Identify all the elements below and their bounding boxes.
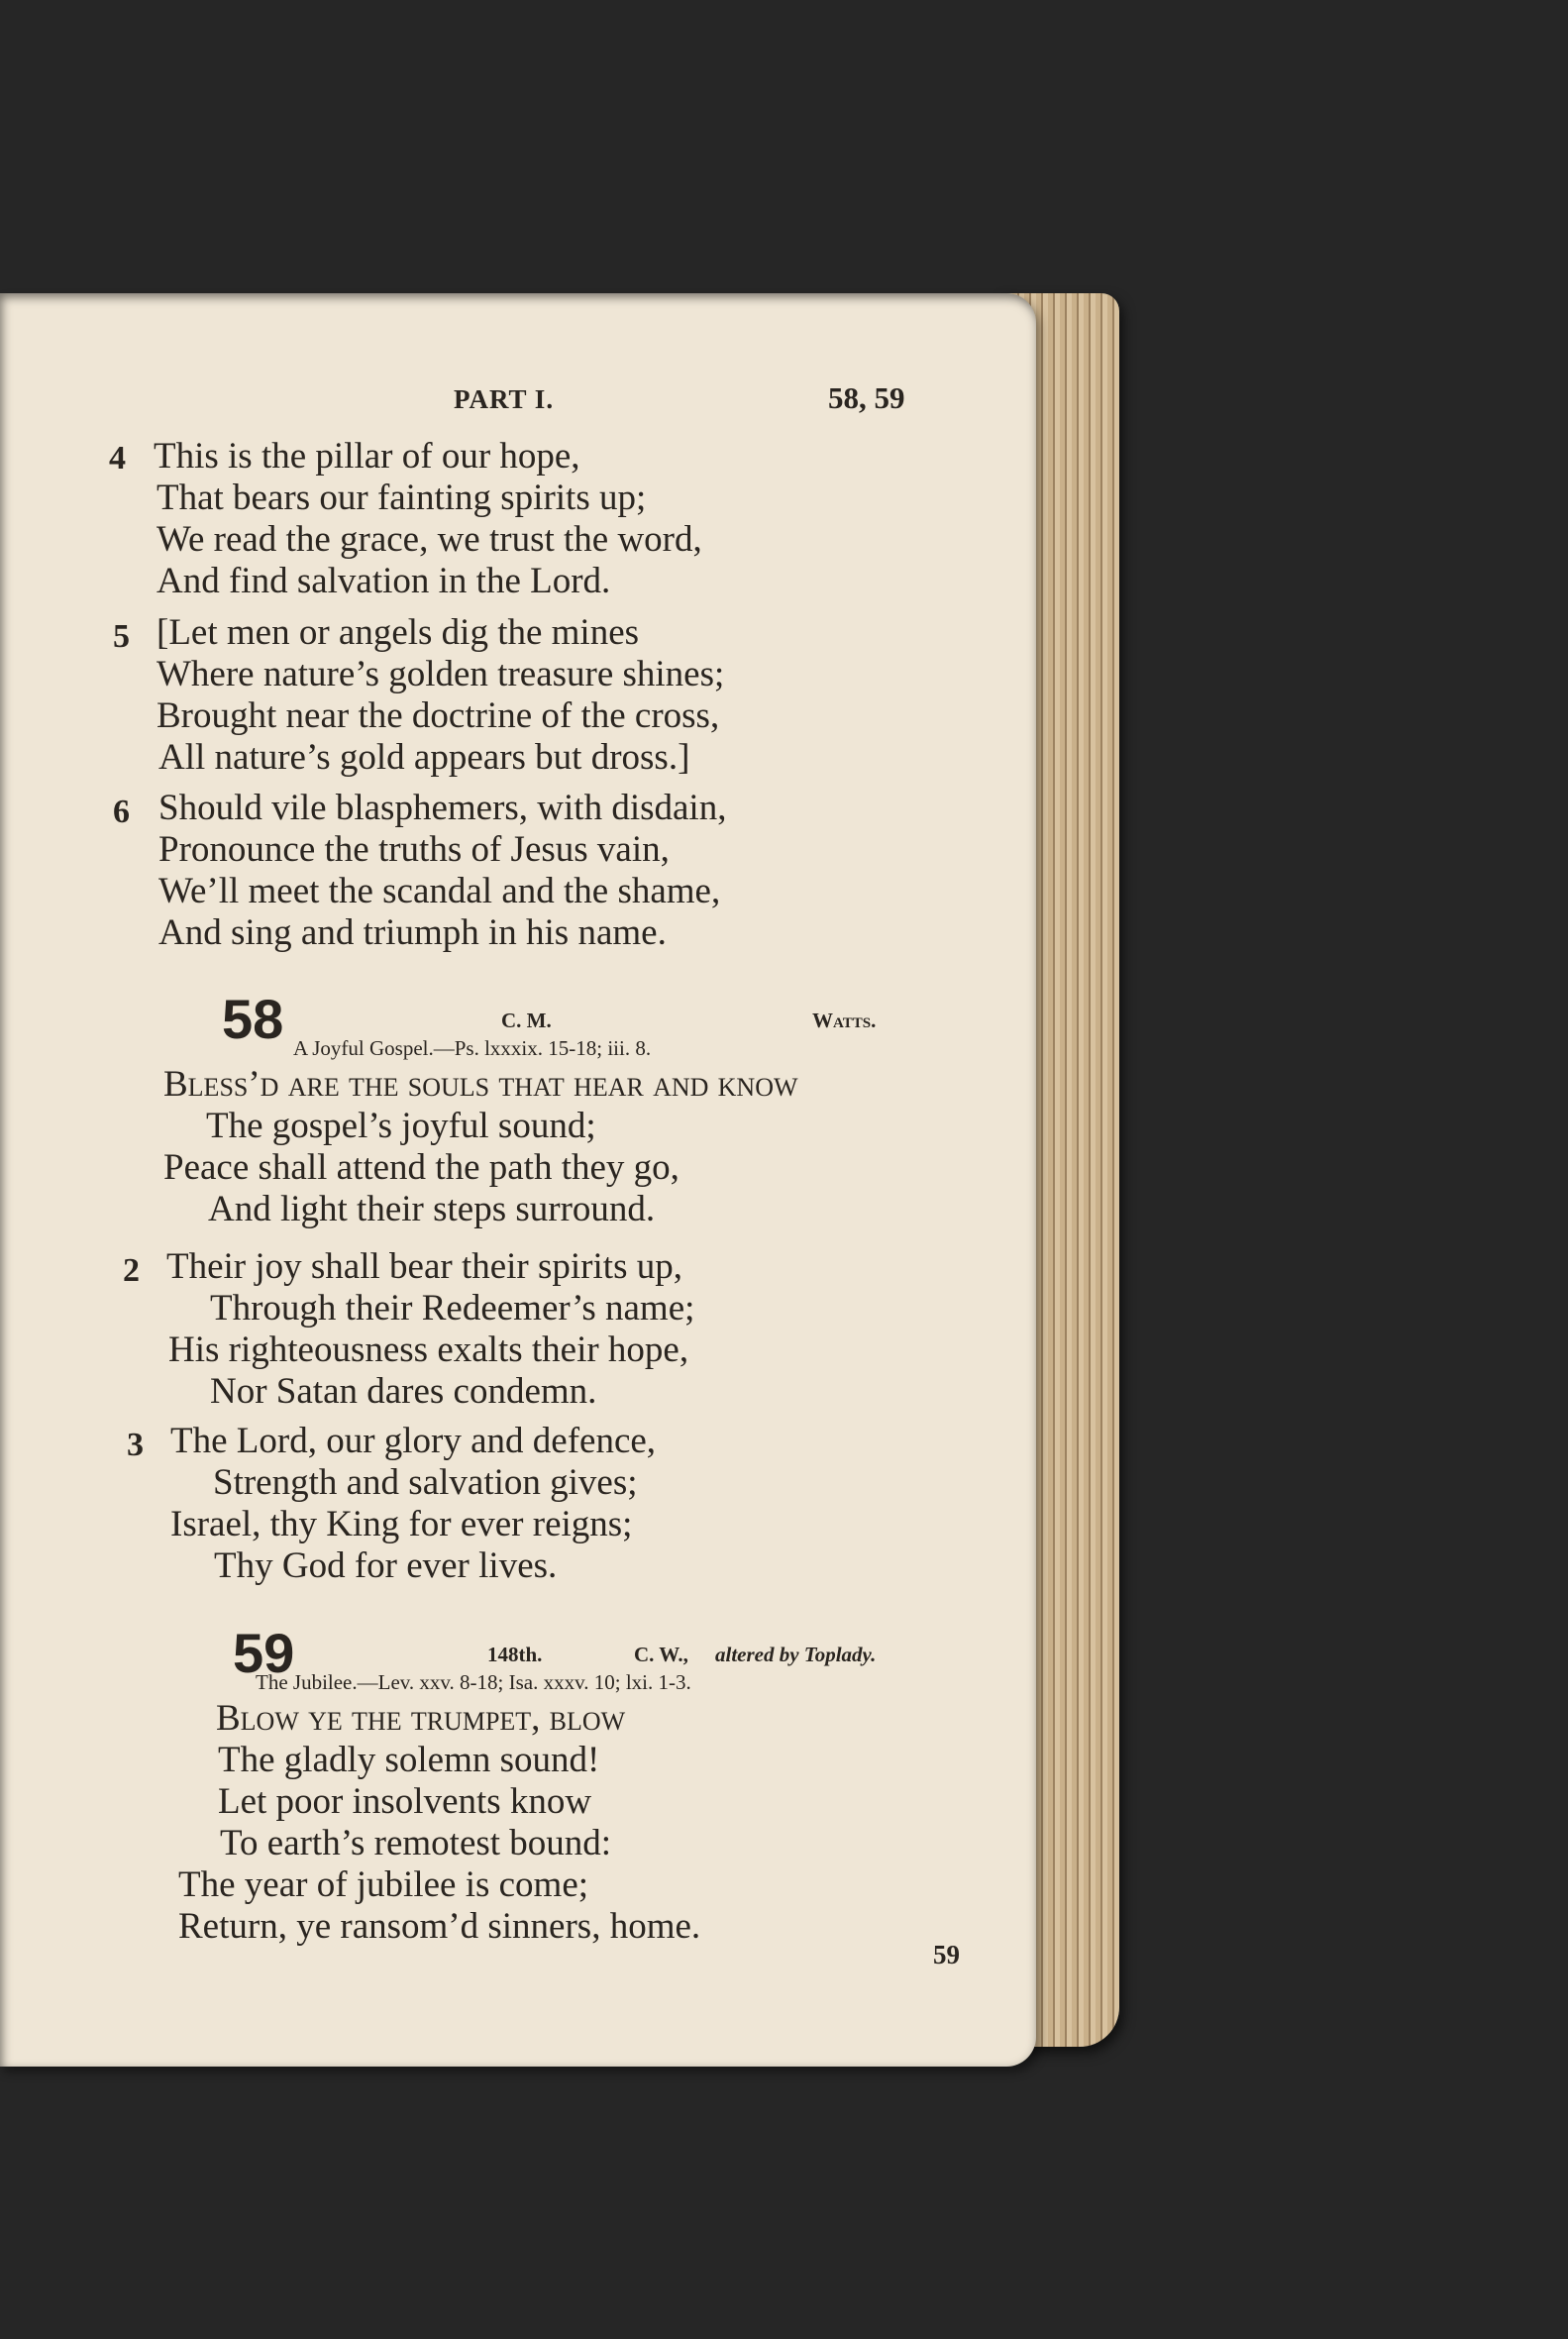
verse-line: To earth’s remotest bound: <box>220 1823 612 1863</box>
verse-line: His righteousness exalts their hope, <box>168 1329 689 1370</box>
verse-number: 5 <box>113 618 130 655</box>
verse-line: The Lord, our glory and defence, <box>170 1421 657 1461</box>
verse-line: Thy God for ever lives. <box>214 1545 558 1586</box>
verse-line: Return, ye ransom’d sinners, home. <box>178 1906 701 1947</box>
verse-line: Their joy shall bear their spirits up, <box>166 1246 682 1287</box>
verse-line: All nature’s gold appears but dross.] <box>158 737 690 778</box>
verse-line: Peace shall attend the path they go, <box>163 1147 679 1188</box>
verse-line: Brought near the doctrine of the cross, <box>157 695 720 736</box>
verse-line: Bless’d are the souls that hear and know <box>163 1064 798 1105</box>
verse-line: Israel, thy King for ever reigns; <box>170 1504 633 1544</box>
verse-line: Should vile blasphemers, with disdain, <box>158 788 727 828</box>
verse-line: We’ll meet the scandal and the shame, <box>158 871 721 911</box>
verse-line: Blow ye the trumpet, blow <box>216 1698 626 1739</box>
verse-line: This is the pillar of our hope, <box>154 436 580 477</box>
verse-line: The year of jubilee is come; <box>178 1864 589 1905</box>
hymn-subtitle: A Joyful Gospel.—Ps. lxxxix. 15-18; iii. 8. <box>293 1036 652 1060</box>
hymn-meter: C. M. <box>501 1009 552 1032</box>
verse-line: Pronounce the truths of Jesus vain, <box>158 829 670 870</box>
running-header-hymn-numbers: 58, 59 <box>828 380 905 415</box>
verse-line: Let poor insolvents know <box>218 1781 592 1822</box>
verse-line: And light their steps surround. <box>208 1189 656 1229</box>
hymn-author-note: altered by Toplady. <box>715 1643 877 1666</box>
verse-line: Nor Satan dares condemn. <box>210 1371 597 1412</box>
verse-line: Through their Redeemer’s name; <box>210 1288 695 1329</box>
verse-line: And find salvation in the Lord. <box>157 561 611 601</box>
verse-line: That bears our fainting spirits up; <box>157 478 647 518</box>
verse-line: Strength and salvation gives; <box>213 1462 638 1503</box>
verse-line: The gospel’s joyful sound; <box>206 1106 596 1146</box>
running-header-part: PART I. <box>454 384 555 414</box>
verse-number: 3 <box>127 1427 144 1463</box>
hymn-meter: 148th. <box>487 1643 543 1666</box>
hymn-number: 59 <box>233 1622 295 1684</box>
verse-line: Where nature’s golden treasure shines; <box>157 654 725 694</box>
book <box>0 293 1119 2067</box>
verse-line: We read the grace, we trust the word, <box>157 519 702 560</box>
verse-line: And sing and triumph in his name. <box>158 912 667 953</box>
signature-mark: 59 <box>933 1940 960 1969</box>
hymn-subtitle: The Jubilee.—Lev. xxv. 8-18; Isa. xxxv. 10; lxi. 1-3. <box>256 1670 691 1694</box>
verse-number: 6 <box>113 794 130 830</box>
verse-line: [Let men or angels dig the mines <box>157 612 640 653</box>
hymn-author: Watts. <box>812 1009 877 1032</box>
hymn-number: 58 <box>222 988 284 1050</box>
book-page <box>0 293 1036 2067</box>
verse-number: 2 <box>123 1252 140 1289</box>
verse-line: The gladly solemn sound! <box>218 1740 600 1780</box>
verse-number: 4 <box>109 440 126 477</box>
hymn-author: C. W., <box>634 1643 688 1666</box>
